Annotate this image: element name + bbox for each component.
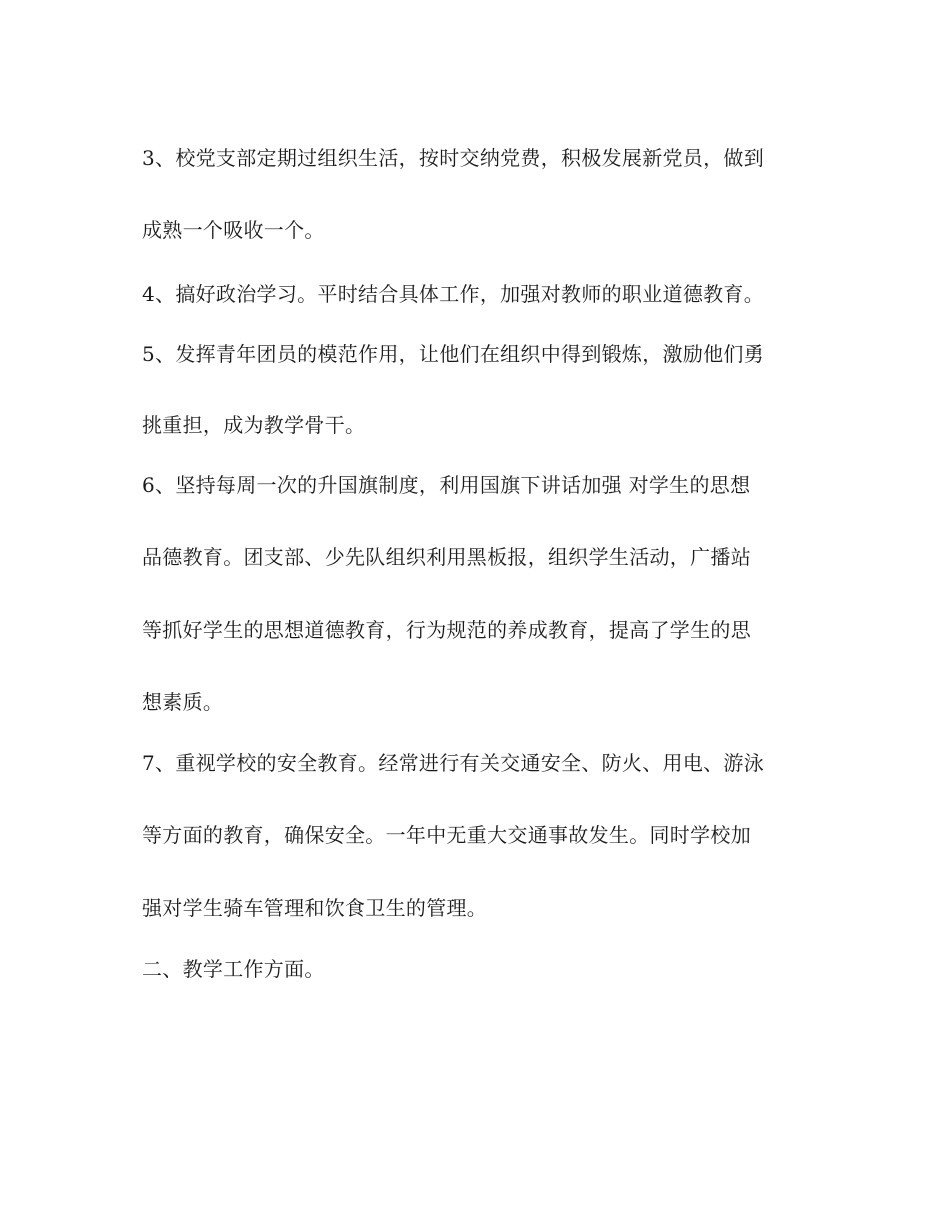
paragraph-3-line-2: 成熟一个吸收一个。 (142, 218, 325, 242)
paragraph-7-line-1: 7、重视学校的安全教育。经常进行有关交通安全、防火、用电、游泳 (142, 751, 765, 775)
paragraph-5-line-2: 挑重担，成为教学骨干。 (142, 413, 366, 437)
paragraph-4-line-1: 4、搞好政治学习。平时结合具体工作，加强对教师的职业道德教育。 (142, 282, 765, 306)
paragraph-7-line-2: 等方面的教育，确保安全。一年中无重大交通事故发生。同时学校加 (142, 823, 751, 847)
paragraph-6-line-4: 想素质。 (142, 690, 224, 714)
paragraph-7-line-3: 强对学生骑车管理和饮食卫生的管理。 (142, 896, 488, 920)
paragraph-5-line-1: 5、发挥青年团员的模范作用，让他们在组织中得到锻炼，激励他们勇 (142, 342, 765, 366)
paragraph-3-line-1: 3、校党支部定期过组织生活，按时交纳党费，积极发展新党员，做到 (142, 146, 765, 170)
paragraph-6-line-2: 品德教育。团支部、少先队组织利用黑板报，组织学生活动，广播站 (142, 545, 751, 569)
paragraph-6-line-3: 等抓好学生的思想道德教育，行为规范的养成教育，提高了学生的思 (142, 618, 751, 642)
section-heading-teaching: 二、教学工作方面。 (142, 957, 325, 981)
paragraph-6-line-1: 6、坚持每周一次的升国旗制度，利用国旗下讲话加强 对学生的思想 (142, 473, 751, 497)
